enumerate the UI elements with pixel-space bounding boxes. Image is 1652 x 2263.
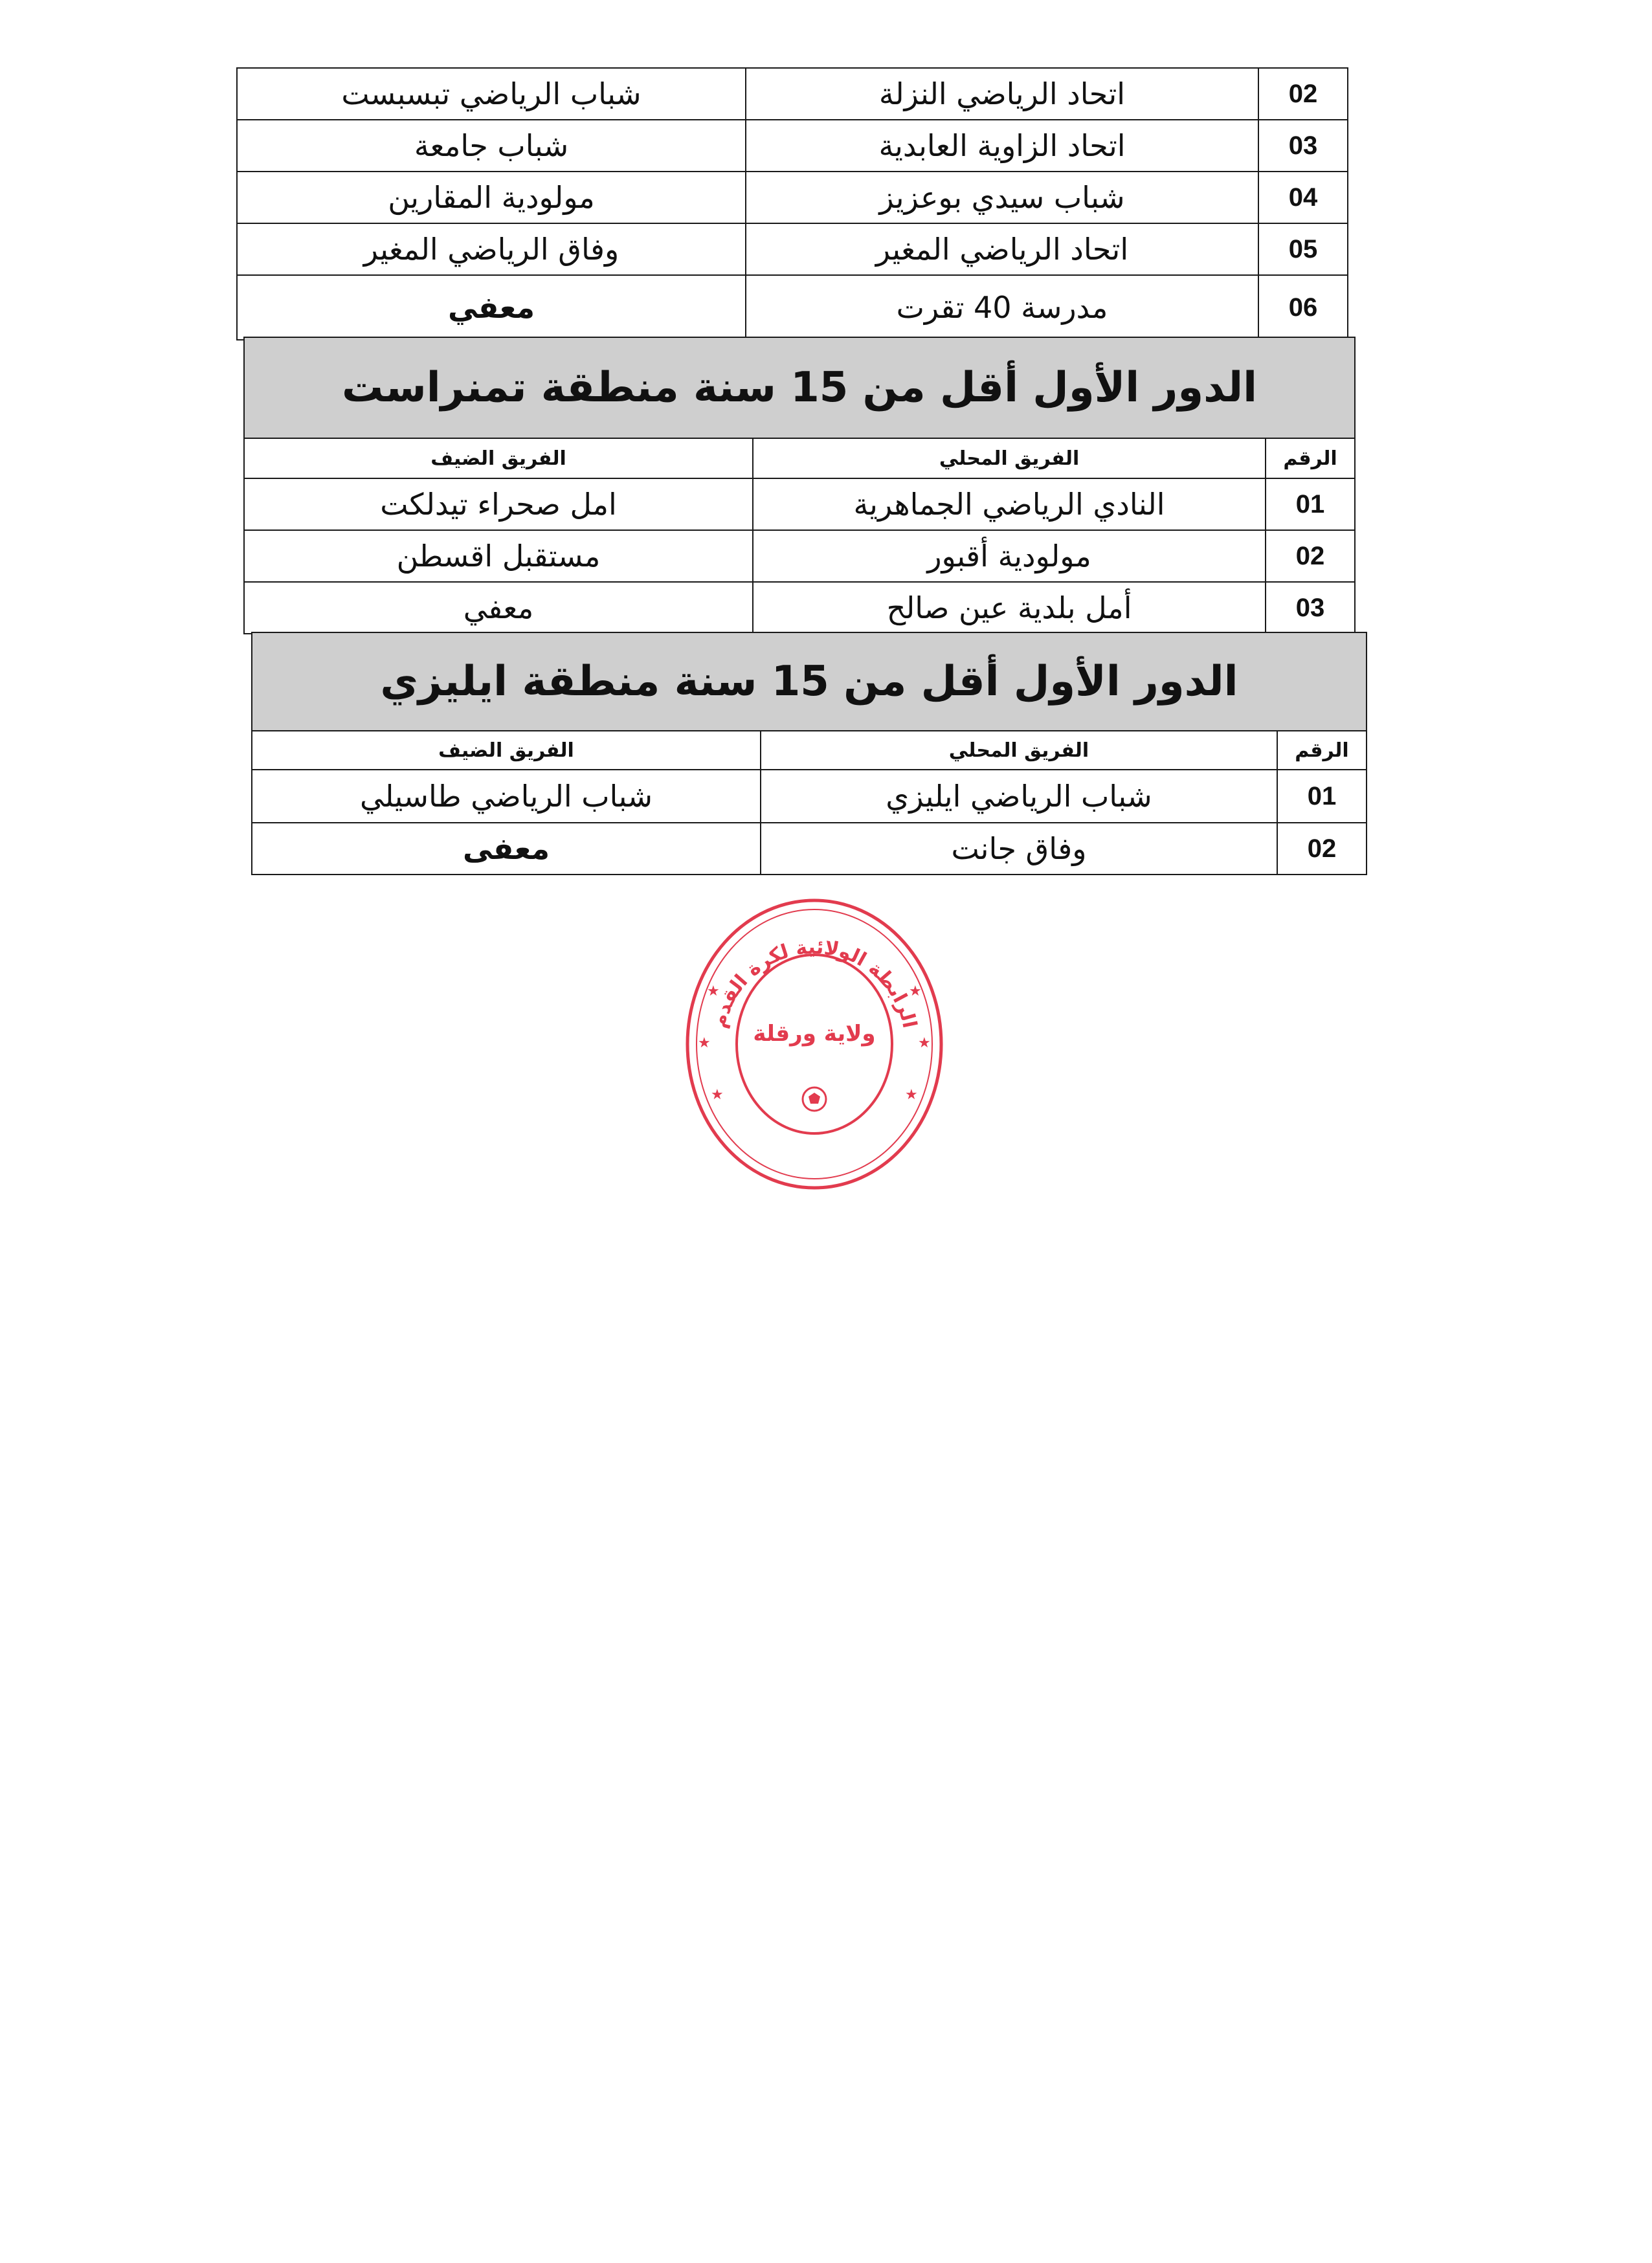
away-team: شباب جامعة	[237, 120, 746, 172]
away-team: معفي	[237, 275, 746, 340]
table-row	[237, 275, 1348, 340]
match-number: 04	[1258, 172, 1348, 223]
header-home-team: الفريق المحلي	[753, 438, 1266, 478]
home-team: النادي الرياضي الجماهرية	[753, 478, 1266, 530]
home-team: اتحاد الزاوية العابدية	[746, 120, 1258, 172]
svg-text:★: ★	[707, 983, 720, 999]
header-away-team: الفريق الضيف	[244, 438, 753, 478]
table-row	[252, 823, 1367, 875]
away-team: مولودية المقارين	[237, 172, 746, 223]
home-team: مدرسة 40 تقرت	[746, 275, 1258, 340]
header-number: الرقم	[1266, 438, 1355, 478]
table-row	[237, 68, 1348, 120]
home-team: شباب الرياضي ايليزي	[761, 770, 1277, 823]
match-number: 02	[1277, 823, 1367, 875]
away-team: شباب الرياضي طاسيلي	[252, 770, 761, 823]
svg-text:★: ★	[905, 1087, 918, 1103]
table-row	[237, 120, 1348, 172]
section-title: الدور الأول أقل من 15 سنة منطقة ايليزي	[252, 632, 1367, 731]
fixtures-table-illizi	[251, 632, 1367, 875]
away-team: شباب الرياضي تبسبست	[237, 68, 746, 120]
football-icon	[803, 1087, 826, 1111]
home-team: أمل بلدية عين صالح	[753, 582, 1266, 634]
table-header-row	[244, 438, 1355, 478]
official-stamp	[678, 892, 950, 1196]
match-number: 03	[1266, 582, 1355, 634]
match-number: 05	[1258, 223, 1348, 275]
home-team: اتحاد الرياضي النزلة	[746, 68, 1258, 120]
away-team: وفاق الرياضي المغير	[237, 223, 746, 275]
match-number: 02	[1266, 530, 1355, 582]
svg-text:★: ★	[711, 1087, 724, 1103]
section-banner	[244, 337, 1355, 438]
stamp-outer-text: الرابطة الولائية لكرة القدم	[708, 935, 921, 1031]
table-row	[244, 478, 1355, 530]
match-number: 03	[1258, 120, 1348, 172]
away-team: معفي	[244, 582, 753, 634]
fixtures-table-group-a	[236, 67, 1348, 340]
table-row	[252, 770, 1367, 823]
match-number: 06	[1258, 275, 1348, 340]
table-row	[244, 582, 1355, 634]
svg-text:★: ★	[698, 1035, 711, 1051]
home-team: مولودية أقبور	[753, 530, 1266, 582]
table-row	[237, 223, 1348, 275]
table-row	[237, 172, 1348, 223]
header-home-team: الفريق المحلي	[761, 731, 1277, 770]
section-banner	[252, 632, 1367, 731]
home-team: شباب سيدي بوعزيز	[746, 172, 1258, 223]
table-row	[244, 530, 1355, 582]
match-number: 01	[1266, 478, 1355, 530]
stamp-inner-text: ولاية ورقلة	[753, 1021, 876, 1047]
svg-text:★: ★	[909, 983, 922, 999]
match-number: 02	[1258, 68, 1348, 120]
home-team: اتحاد الرياضي المغير	[746, 223, 1258, 275]
table-header-row	[252, 731, 1367, 770]
match-number: 01	[1277, 770, 1367, 823]
section-title: الدور الأول أقل من 15 سنة منطقة تمنراست	[244, 337, 1355, 438]
header-number: الرقم	[1277, 731, 1367, 770]
svg-text:★: ★	[918, 1035, 931, 1051]
header-away-team: الفريق الضيف	[252, 731, 761, 770]
home-team: وفاق جانت	[761, 823, 1277, 875]
away-team: امل صحراء تيدلكت	[244, 478, 753, 530]
away-team: مستقبل اقسطن	[244, 530, 753, 582]
away-team: معفى	[252, 823, 761, 875]
fixtures-table-tamanrasset	[243, 337, 1356, 634]
